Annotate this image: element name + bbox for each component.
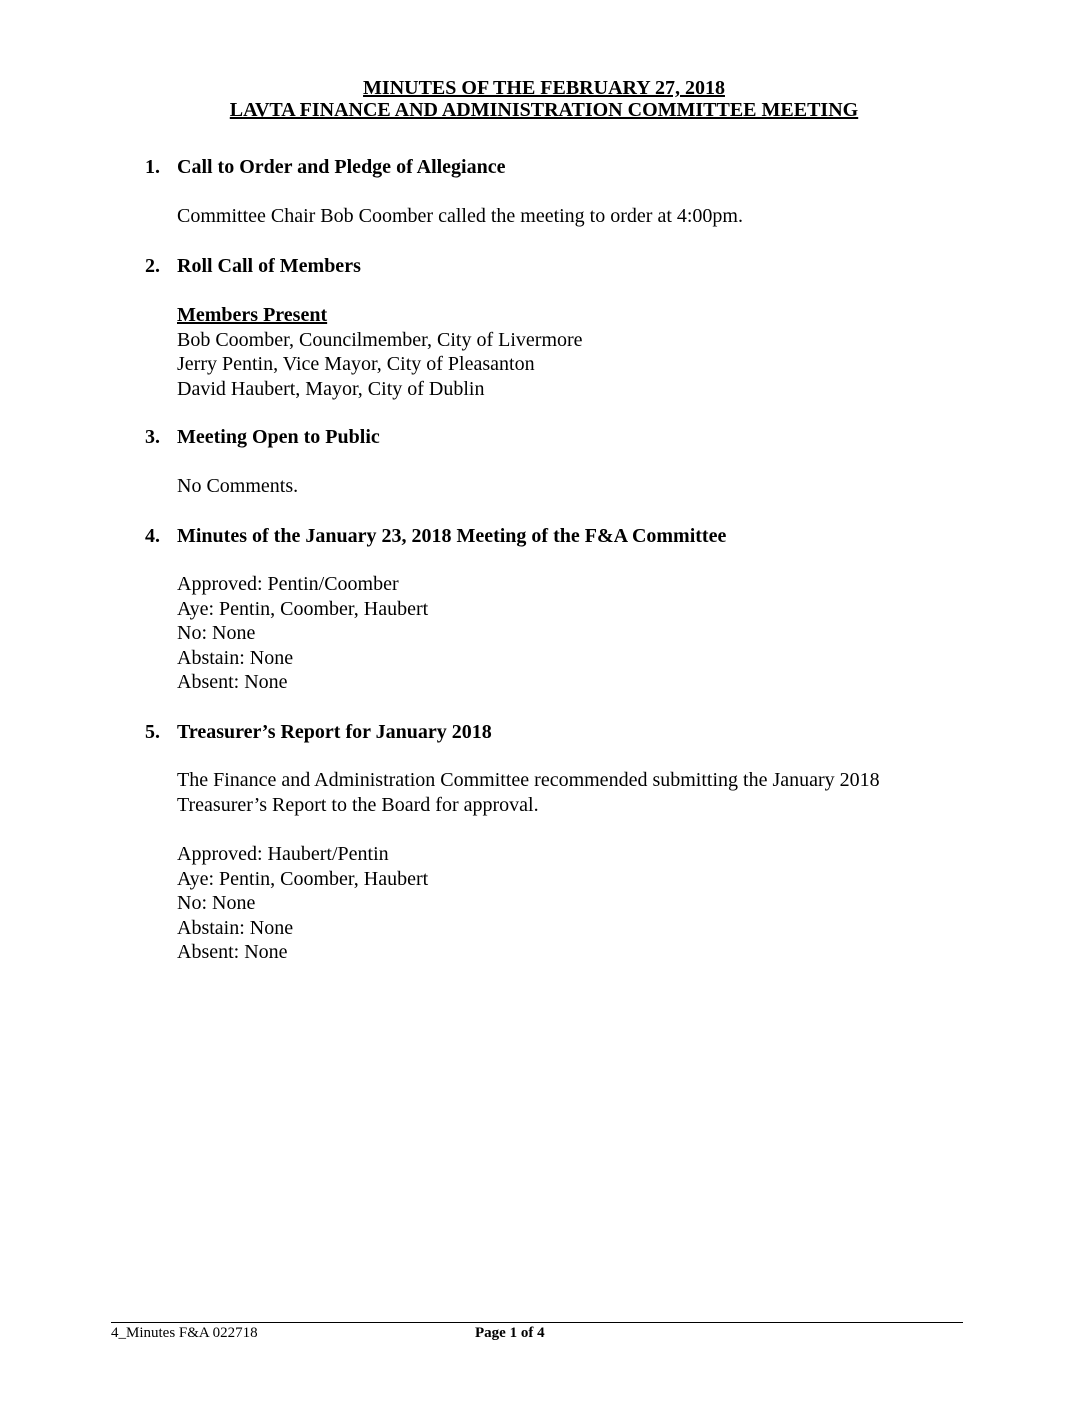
vote-line: No: None (177, 892, 256, 915)
section-title: Meeting Open to Public (177, 426, 380, 448)
document-title-line-2: LAVTA FINANCE AND ADMINISTRATION COMMITTEE MEETING (229, 99, 859, 121)
footer-document-id: 4_Minutes F&A 022718 (111, 1325, 258, 1341)
vote-line: Absent: None (177, 941, 288, 964)
section-heading-4 (145, 524, 726, 548)
vote-line: Absent: None (177, 671, 288, 694)
section-1-text: Committee Chair Bob Coomber called the meeting to order at 4:00pm. (177, 205, 743, 227)
section-title: Treasurer’s Report for January 2018 (177, 721, 492, 743)
vote-line: No: None (177, 622, 256, 645)
section-number: 4. (145, 525, 160, 547)
section-title: Minutes of the January 23, 2018 Meeting of the F&A Committee (177, 525, 727, 547)
vote-line: Aye: Pentin, Coomber, Haubert (177, 867, 429, 890)
member-entry: Bob Coomber, Councilmember, City of Livermore (177, 328, 583, 351)
vote-line: Approved: Pentin/Coomber (177, 573, 399, 595)
members-present-block (177, 303, 583, 401)
section-5-text (177, 768, 880, 817)
section-title: Roll Call of Members (177, 255, 361, 277)
footer-divider (111, 1322, 963, 1323)
members-present-heading: Members Present (177, 304, 328, 326)
vote-line: Approved: Haubert/Pentin (177, 843, 389, 865)
paragraph-line: The Finance and Administration Committee recommended submitting the January 2018 (177, 769, 880, 791)
paragraph-line: Treasurer’s Report to the Board for approval. (177, 793, 539, 816)
vote-line: Abstain: None (177, 916, 294, 939)
document-title-line-1: MINUTES OF THE FEBRUARY 27, 2018 (363, 77, 725, 99)
section-heading-1 (145, 155, 506, 179)
section-4-votes (177, 572, 428, 695)
section-heading-5 (145, 720, 492, 744)
vote-line: Abstain: None (177, 646, 294, 669)
member-entry: David Haubert, Mayor, City of Dublin (177, 377, 485, 400)
section-number: 1. (145, 156, 160, 178)
section-title: Call to Order and Pledge of Allegiance (177, 156, 506, 178)
section-number: 5. (145, 721, 160, 743)
section-heading-2 (145, 254, 361, 278)
section-number: 3. (145, 426, 160, 448)
section-heading-3 (145, 425, 380, 449)
section-3-text: No Comments. (177, 475, 299, 497)
footer-page-number: Page 1 of 4 (475, 1325, 545, 1341)
section-5-votes (177, 842, 428, 965)
section-number: 2. (145, 255, 160, 277)
member-entry: Jerry Pentin, Vice Mayor, City of Pleasanton (177, 353, 535, 376)
vote-line: Aye: Pentin, Coomber, Haubert (177, 597, 429, 620)
